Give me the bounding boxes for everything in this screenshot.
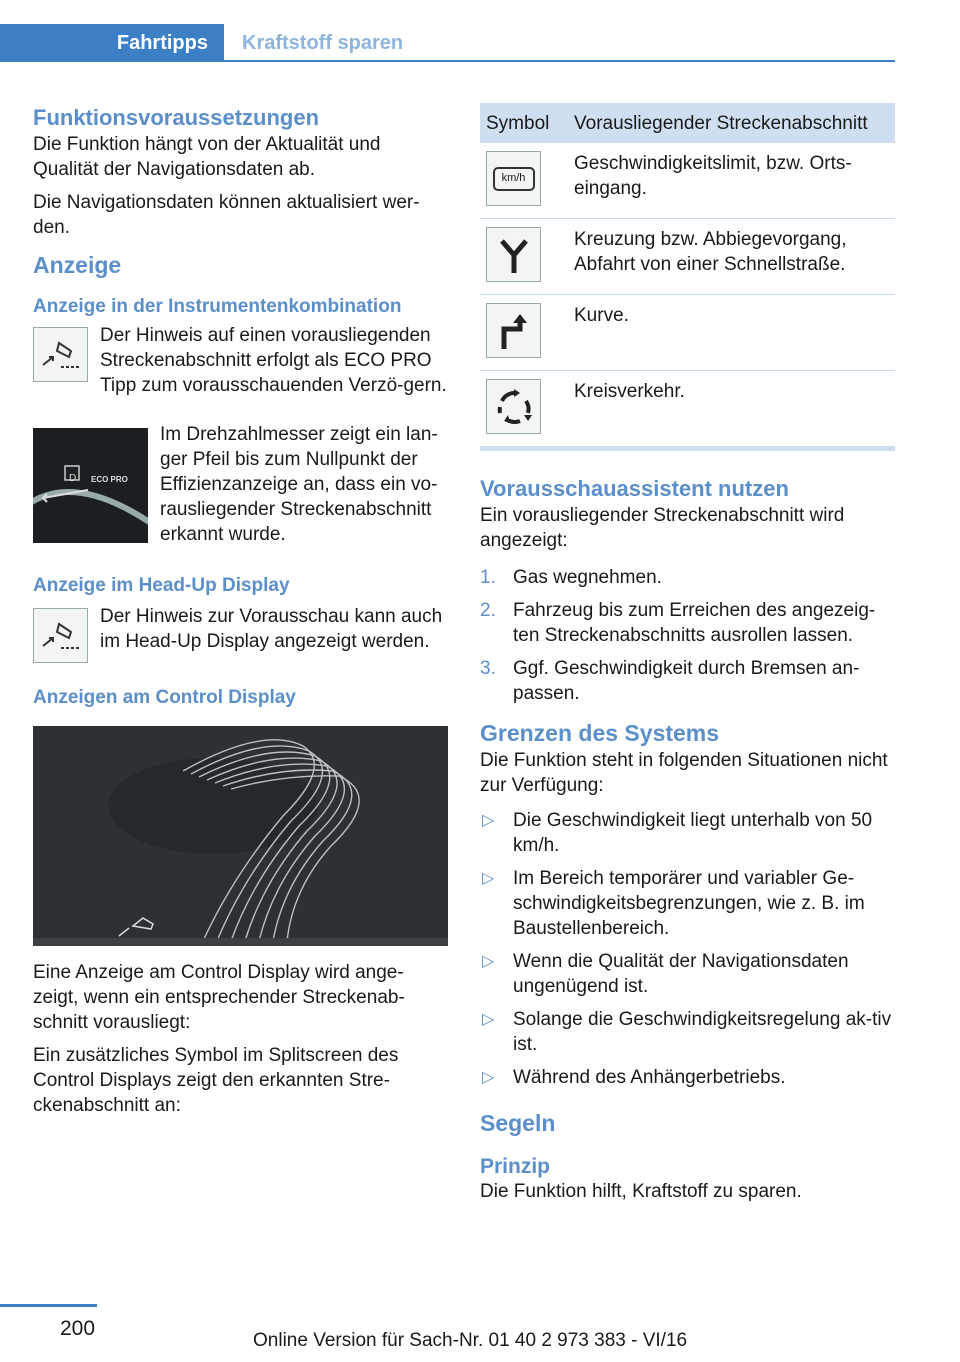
control-display-image xyxy=(33,726,448,946)
list-item: ▷ Im Bereich temporärer und variabler Ge-schwindigkeitsbegrenzungen, wie z. B. im Baustellenbereich. xyxy=(482,868,865,939)
tachometer-image xyxy=(33,428,148,543)
right-column xyxy=(480,103,895,1212)
speed-limit-icon xyxy=(486,151,541,206)
triangle-bullet-icon: ▷ xyxy=(482,870,495,887)
column-header-section: Vorausliegender Streckenabschnitt xyxy=(568,103,895,143)
paragraph: Die Navigationsdaten können aktualisiert wer-den. xyxy=(33,192,420,238)
heading-head-up-display: Anzeige im Head-Up Display xyxy=(33,575,290,596)
limits-list xyxy=(480,808,895,1090)
eco-pro-hint-icon xyxy=(33,608,88,663)
list-item: ▷ Während des Anhängerbetriebs. xyxy=(482,1067,786,1088)
junction-icon xyxy=(486,227,541,282)
paragraph: Im Drehzahlmesser zeigt ein lan-ger Pfeil bis zum Nullpunkt der Effizienzanzeige an, dass ein vo-rausliegender Streckenabschnitt erkannt wurde. xyxy=(160,424,438,545)
row-text: Kreuzung bzw. Abbiegevorgang, Abfahrt von einer Schnellstraße. xyxy=(568,219,895,295)
heading-anzeige: Anzeige xyxy=(33,252,122,278)
heading-grenzen: Grenzen des Systems xyxy=(480,720,720,746)
triangle-bullet-icon: ▷ xyxy=(482,953,495,970)
table-row xyxy=(480,219,895,295)
footer-rule xyxy=(0,1304,97,1307)
list-item: ▷ Solange die Geschwindigkeitsregelung ak-tiv ist. xyxy=(482,1009,892,1055)
paragraph: Der Hinweis auf einen vorausliegenden Streckenabschnitt erfolgt als ECO PRO Tipp zum vorausschauenden Verzö-gern. xyxy=(100,325,447,396)
speed-limit-icon-text: km/h xyxy=(493,167,535,191)
page-number: 200 xyxy=(60,1317,96,1340)
row-text: Kurve. xyxy=(568,295,895,371)
tacho-label: ECO PRO xyxy=(91,475,128,484)
eco-pro-hint-icon xyxy=(33,327,88,382)
triangle-bullet-icon: ▷ xyxy=(482,1011,495,1028)
left-column xyxy=(33,104,448,1126)
paragraph: Der Hinweis zur Vorausschau kann auch im Head-Up Display angezeigt werden. xyxy=(100,606,443,652)
symbol-table xyxy=(480,103,895,451)
paragraph: Die Funktion hilft, Kraftstoff zu sparen. xyxy=(480,1181,802,1202)
list-item: ▷ Wenn die Qualität der Navigationsdaten ungenügend ist. xyxy=(482,951,849,997)
row-text: Geschwindigkeitslimit, bzw. Orts-eingang. xyxy=(568,143,895,219)
column-header-symbol: Symbol xyxy=(480,103,568,143)
table-row xyxy=(480,371,895,449)
row-text: Kreisverkehr. xyxy=(568,371,895,449)
triangle-bullet-icon: ▷ xyxy=(482,812,495,829)
tab-fahrtipps: Fahrtipps xyxy=(0,24,224,62)
footer-version: Online Version für Sach-Nr. 01 40 2 973 383 - VI/16 xyxy=(253,1330,688,1351)
steps-list xyxy=(480,565,895,706)
heading-segeln: Segeln xyxy=(480,1110,556,1136)
heading-control-display: Anzeigen am Control Display xyxy=(33,687,296,708)
heading-prinzip: Prinzip xyxy=(480,1155,551,1178)
roundabout-icon xyxy=(486,379,541,434)
tacho-gear: D xyxy=(69,473,77,484)
list-item: ▷ Die Geschwindigkeit liegt unterhalb von 50 km/h. xyxy=(482,810,873,856)
paragraph: Ein zusätzliches Symbol im Splitscreen des Control Displays zeigt den erkannten Stre-ckenabschnitt an: xyxy=(33,1045,399,1116)
curve-icon xyxy=(486,303,541,358)
triangle-bullet-icon: ▷ xyxy=(482,1069,495,1086)
paragraph: Eine Anzeige am Control Display wird ange-zeigt, wenn ein entsprechender Streckenab-schnitt vorausliegt: xyxy=(33,962,405,1033)
page-header xyxy=(0,24,895,62)
tab-kraftstoff-sparen: Kraftstoff sparen xyxy=(242,31,404,54)
paragraph: Die Funktion steht in folgenden Situationen nicht zur Verfügung: xyxy=(480,750,888,796)
list-item: 3. Ggf. Geschwindigkeit durch Bremsen an-passen. xyxy=(480,658,860,704)
table-row xyxy=(480,143,895,219)
list-item: 2. Fahrzeug bis zum Erreichen des angezeig-ten Streckenabschnitts ausrollen lassen. xyxy=(480,600,876,646)
paragraph: Die Funktion hängt von der Aktualität und Qualität der Navigationsdaten ab. xyxy=(33,134,381,180)
table-row xyxy=(480,295,895,371)
heading-vorausschauassistent: Vorausschauassistent nutzen xyxy=(480,476,789,501)
paragraph: Ein vorausliegender Streckenabschnitt wird angezeigt: xyxy=(480,505,845,551)
heading-instrumentenkombination: Anzeige in der Instrumentenkombination xyxy=(33,296,402,317)
list-item: 1. Gas wegnehmen. xyxy=(480,567,662,588)
heading-funktionsvoraussetzungen: Funktionsvoraussetzungen xyxy=(33,105,320,130)
